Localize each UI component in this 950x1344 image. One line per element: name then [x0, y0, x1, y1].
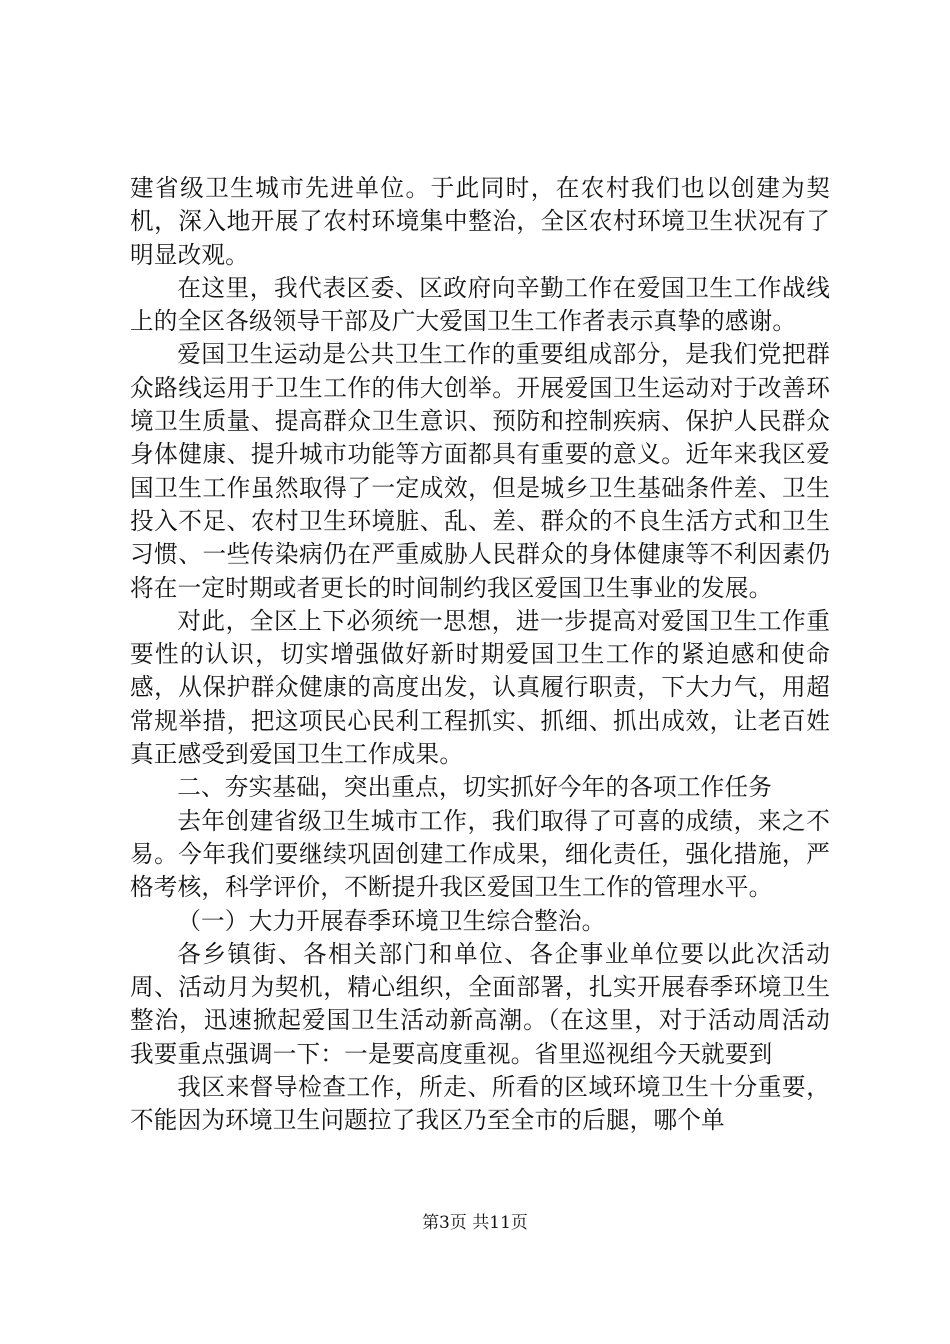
paragraph-4: 对此，全区上下必须统一思想，进一步提高对爱国卫生工作重要性的认识，切实增强做好新时期爱国卫生工作的紧迫感和使命感，从保护群众健康的高度出发，认真履行职责，下大力气，用超常规举措，把这项民心民利工程抓实、抓细、抓出成效，让老百姓真正感受到爱国卫生工作成果。: [130, 606, 830, 769]
paragraph-2: 在这里，我代表区委、区政府向辛勤工作在爱国卫生工作战线上的全区各级领导干部及广大爱国卫生工作者表示真挚的感谢。: [130, 273, 830, 336]
subsection-heading-1: （一）大力开展春季环境卫生综合整治。: [177, 906, 606, 935]
paragraph-5: 去年创建省级卫生城市工作，我们取得了可喜的成绩，来之不易。今年我们要继续巩固创建工作成果，细化责任，强化措施，严格考核，科学评价，不断提升我区爱国卫生工作的管理水平。: [130, 806, 830, 902]
paragraph-3: 爱国卫生运动是公共卫生工作的重要组成部分，是我们党把群众路线运用于卫生工作的伟大创举。开展爱国卫生运动对于改善环境卫生质量、提高群众卫生意识、预防和控制疾病、保护人民群众身体健康、提升城市功能等方面都具有重要的意义。近年来我区爱国卫生工作虽然取得了一定成效，但是城乡卫生基础条件差、卫生投入不足、农村卫生环境脏、乱、差、群众的不良生活方式和卫生习惯、一些传染病仍在严重威胁人民群众的身体健康等不利因素仍将在一定时期或者更长的时间制约我区爱国卫生事业的发展。: [130, 340, 830, 602]
paragraph-6: 各乡镇街、各相关部门和单位、各企事业单位要以此次活动周、活动月为契机，精心组织，全面部署，扎实开展春季环境卫生整治，迅速掀起爱国卫生活动新高潮。（在这里，对于活动周活动我要重点强调一下：一是要高度重视。省里巡视组今天就要到: [130, 939, 830, 1068]
paragraph-7: 我区来督导检查工作，所走、所看的区域环境卫生十分重要，不能因为环境卫生问题拉了我区乃至全市的后腿，哪个单: [130, 1073, 830, 1135]
paragraph-1: 建省级卫生城市先进单位。于此同时，在农村我们也以创建为契机，深入地开展了农村环境集中整治，全区农村环境卫生状况有了明显改观。: [130, 174, 830, 269]
page-number-footer: 第3页 共11页: [422, 1213, 528, 1233]
document-body: [130, 172, 830, 1138]
section-heading-2: 二、夯实基础，突出重点，切实抓好今年的各项工作任务: [177, 773, 773, 802]
